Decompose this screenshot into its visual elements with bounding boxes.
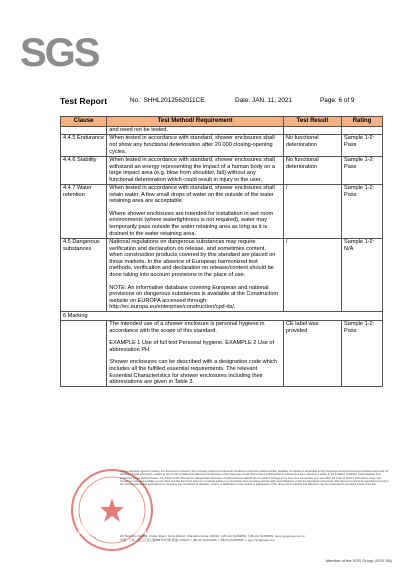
requirement-text: The intended use of a shower enclosure is personal hygiene in accordance with the scope of this standard.: [109, 321, 265, 334]
report-number: No.: SHHL2012562011CE: [130, 97, 205, 104]
result-cell: [283, 126, 341, 134]
requirement-text: NOTE: An informative database covering European and national provisions on dangerous substances is available at the Construction website on EUROPA accessed through: http://ec.europa.eu/enterprise/construction/cpd-ds/.: [109, 284, 278, 311]
address-english: 3rd Building, No.889, Yishan Road, Xuhui District, Shanghai China 200233: [120, 534, 220, 538]
rating-cell: Sample 1-2: Pass: [342, 184, 383, 238]
table-row: [61, 126, 383, 134]
requirement-cell: [107, 134, 284, 156]
rating-cell: [342, 126, 383, 134]
requirement-text: and need not be tested.: [109, 126, 169, 133]
requirement-cell: [107, 238, 284, 312]
website: www.sgsgroup.com.cn: [274, 534, 305, 538]
email: e sgs.china@sgs.com: [245, 538, 275, 543]
clause-cell: [61, 126, 107, 134]
requirement-text: Shower enclosures can be described with a designation code which includes all the fulfilled essential requirements. The relevant Essential Characteristics for shower enclosures including their abbreviations are given in Table 3.: [109, 359, 277, 386]
section-row: [61, 312, 383, 320]
column-header-clause: Clause: [61, 117, 107, 127]
rating-cell: Sample 1-2: Pass: [342, 134, 383, 156]
company-address: [120, 534, 392, 543]
requirement-text: When tested in accordance with standard, shower enclosures shall not show any functional deterioration after 20 000 closing-opening cycles.: [109, 135, 275, 155]
table-row: [61, 156, 383, 184]
clause-cell: 4.4.5 Endurance: [61, 134, 107, 156]
result-cell: CE label was provided: [283, 320, 341, 387]
clause-cell: 4.5 Dangerous substances: [61, 238, 107, 312]
test-results-table: [60, 116, 383, 387]
report-date: Date: JAN. 11, 2021: [235, 97, 293, 104]
table-row: [61, 134, 383, 156]
telephone: t (86-21) 61402666: [191, 538, 217, 543]
requirement-cell: [107, 320, 284, 387]
address-chinese: 中国 · 上海 · 徐汇区宜山路889号3号楼 邮编: 200233: [120, 538, 190, 543]
table-header-row: [61, 117, 383, 127]
rating-cell: Sample 1-2: Pass: [342, 320, 383, 387]
rating-cell: Sample 1-2: Pass: [342, 156, 383, 184]
result-cell: No functional deterioration: [283, 134, 341, 156]
requirement-text: National regulations on dangerous substances may require verification and declaration on release, and sometimes content, when construction products covered by this standard are placed on those markets. In the absence of European harmonized test methods, verification and declaration on release/content should be done taking into account provisions in the place of use.: [109, 239, 276, 278]
requirement-text: When tested in accordance with standard, shower enclosures shall withstand an energy representing the impact of a human body on a large impact area (e.g. blow from shoulder, fall) without any functional deterioration which could result in injury to the user.: [109, 156, 276, 183]
table-row: [61, 238, 383, 312]
clause-cell: [61, 320, 107, 387]
column-header-requirement: Test Method/ Requirement: [107, 117, 284, 127]
requirement-cell: [107, 184, 284, 238]
report-header: [20, 97, 392, 109]
requirement-text: When tested in accordance with standard, shower enclosures shall retain water. A few small drops of water on the outside of the water retaining area are acceptable.: [109, 185, 275, 205]
column-header-result: Test Result: [283, 117, 341, 127]
requirement-text: EXAMPLE 1 Use of full text Personal hygiene. EXAMPLE 2 Use of abbreviation PH.: [109, 340, 275, 353]
result-cell: /: [283, 184, 341, 238]
fax: f (86-21) 61156899: [247, 534, 274, 538]
requirement-cell: [107, 156, 284, 184]
rating-cell: Sample 1-2: N/A: [342, 238, 383, 312]
clause-cell: 4.4.6 Stability: [61, 156, 107, 184]
telephone: t (86-21) 61402666: [220, 534, 247, 538]
table-row: [61, 184, 383, 238]
section-title: 6 Marking: [61, 312, 383, 320]
requirement-text: Where shower enclosures are intended for installation in wet room environments (where watertightness is not required), water may temporarily pass outside the water retaining area as long as it is drained to the water retaining area.: [109, 210, 274, 237]
result-cell: /: [283, 238, 341, 312]
report-title: Test Report: [60, 96, 108, 106]
member-note: Member of the SGS Group (SGS SA): [325, 558, 392, 563]
table-row: [61, 320, 383, 387]
fax: f (86-21) 61156899: [218, 538, 244, 543]
column-header-rating: Rating: [342, 117, 383, 127]
clause-cell: 4.4.7 Water retention: [61, 184, 107, 238]
requirement-cell: [107, 126, 284, 134]
result-cell: No functional deterioration: [283, 156, 341, 184]
legal-disclaimer: Unless otherwise agreed in writing, this document is issued by the Company subject to its General Conditions of Service printed overleaf, available on request or accessible at http://www.sgs.com/en/Terms-and-Conditions.aspx and, for electronic format documents, subject to Terms and Conditions for Electronic Documents at http://www.sgs.com/en/Terms-and-Conditions/Terms-e-Document.aspx. Attention is drawn to the limitation of liability, indemnification and jurisdiction issues defined therein. Any holder of this document is advised that information contained hereon reflects the Company's findings at the time of its intervention only and within the limits of Client's instructions, if any. The Company's sole responsibility is to its Client and this document does not exonerate parties to a transaction from exercising all their rights and obligations under the transaction documents. This document cannot be reproduced except in full, without prior written approval of the Company. Any unauthorized alteration, forgery or falsification of the content or appearance of this document is unlawful and offenders may be prosecuted to the fullest extent of the law.: [120, 470, 389, 487]
sgs-logo-text: SGS: [20, 31, 99, 75]
sgs-logo: [20, 30, 99, 75]
page-number: Page: 6 of 9: [320, 97, 355, 104]
